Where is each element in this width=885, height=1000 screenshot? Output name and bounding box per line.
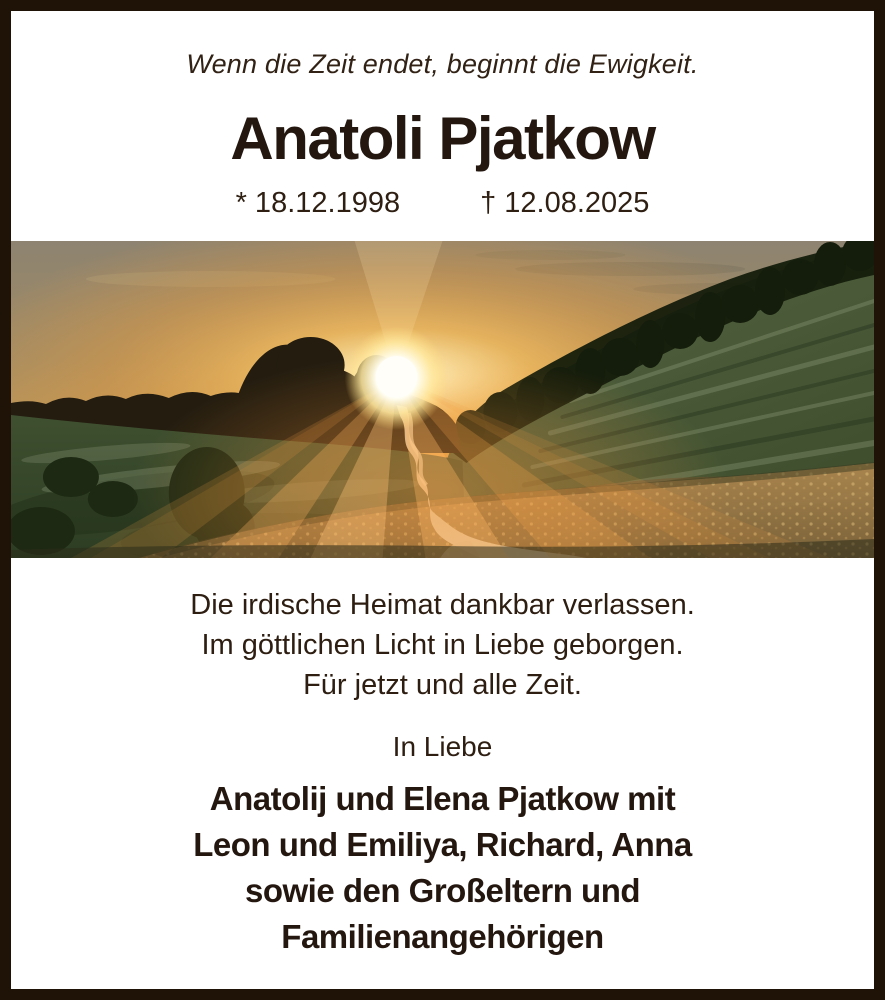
epigraph-quote: Wenn die Zeit endet, beginnt die Ewigkeit. (186, 49, 699, 79)
family-names (11, 776, 874, 960)
memorial-verse (11, 585, 874, 705)
family-line: Leon und Emiliya, Richard, Anna (193, 826, 692, 863)
death-date: † 12.08.2025 (480, 187, 650, 219)
deceased-name: Anatoli Pjatkow (230, 105, 655, 172)
verse-line: Für jetzt und alle Zeit. (303, 669, 582, 701)
sunset-photo-art (11, 241, 874, 558)
family-line: sowie den Großeltern und (244, 872, 641, 909)
life-dates (11, 186, 874, 220)
family-line: Anatolij und Elena Pjatkow mit (209, 780, 676, 817)
verse-line: Im göttlichen Licht in Liebe geborgen. (201, 629, 684, 661)
sunset-meadow-photo (11, 241, 874, 558)
birth-date: * 18.12.1998 (235, 187, 401, 219)
closing-phrase: In Liebe (392, 731, 493, 762)
verse-line: Die irdische Heimat dankbar verlassen. (190, 589, 695, 621)
family-line: Familienangehörigen (281, 918, 604, 955)
